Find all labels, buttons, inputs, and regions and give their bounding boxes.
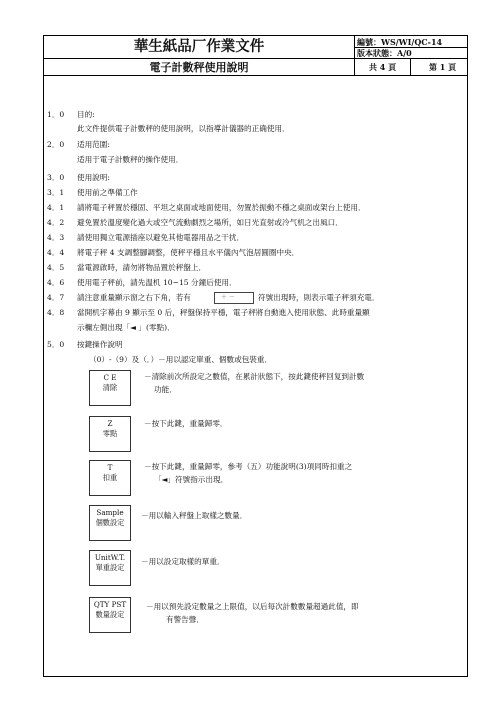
section-number: 4．8 xyxy=(47,308,65,317)
header-divider xyxy=(354,36,355,75)
section-text: 使用前之準備工作 xyxy=(77,188,138,197)
tare-key-box xyxy=(89,460,131,496)
section-text: 此文件提供電子計數秤的使用說明，以指導計儀器的正确使用． xyxy=(77,124,290,133)
sample-key-box xyxy=(89,505,131,541)
section-text: 請使用獨立電源插座以避免其他電器用品之干扰． xyxy=(77,233,245,242)
total-pages: 共 4 頁 xyxy=(369,62,397,72)
key-sublabel: 清除 xyxy=(102,383,118,392)
section-text: 請將電子秤置於穩固、平坦之桌面或地面使用，勿置於振動不穩之桌面或架台上使用． xyxy=(77,203,366,212)
section-number: 4．7 xyxy=(47,293,65,302)
section-text: 适用范圍: xyxy=(77,140,110,149)
section-text: 按鍵操作說明 xyxy=(77,340,123,349)
section-number: 3．0 xyxy=(47,173,65,182)
section-text: 适用于電子計數秤的操作使用． xyxy=(77,155,184,164)
doc-number: 編號：WS/WI/QC-14 xyxy=(357,37,443,47)
key-sublabel: 扣重 xyxy=(102,473,118,482)
section-number: 4．5 xyxy=(47,263,65,272)
battery-symbol-box xyxy=(214,292,254,304)
section-text: 將電子秤 4 支調整腳調整，使秤平穩且水平儀內气泡居圓圈中央． xyxy=(77,248,300,257)
key-sublabel: 零點 xyxy=(102,429,118,438)
key-label: Sample xyxy=(96,508,124,517)
section-text: （0）-（9）及（．）－用以認定單重、個數或包裝重． xyxy=(89,355,273,364)
clear-key-box xyxy=(89,370,131,406)
section-text: 當開机字幕由 9 顯示至 0 后，秤盤保持平穩，電子秤將自動進入使用狀態、此時重量顯 xyxy=(77,308,370,317)
key-sublabel: 數量設定 xyxy=(95,610,125,619)
key-description: －按下此鍵，重量歸零，參考（五）功能說明(3)項同時扣重之 「◄」符號指示出現． xyxy=(144,462,353,484)
section-text: 目的: xyxy=(77,110,95,119)
key-label: T xyxy=(107,463,113,472)
header-page-divider xyxy=(410,58,411,75)
section-text: 使用說明: xyxy=(77,173,110,182)
battery-symbol-text: ＋ － xyxy=(221,294,235,301)
key-label: QTY PST xyxy=(93,600,127,609)
section-number: 2．0 xyxy=(47,140,65,149)
section-text: 請注意重量顯示窗之右下角，若有 xyxy=(77,293,191,302)
section-text: 示欄左側出現「◄ 」(零點)． xyxy=(77,323,175,332)
key-label: Z xyxy=(107,419,113,428)
section-number: 3．1 xyxy=(47,188,65,197)
key-description: －清除前次所設定之數值，在累計狀態下，按此鍵使秤回复到計數 功能． xyxy=(144,372,365,394)
section-number: 4．1 xyxy=(47,203,65,212)
section-text-continued: 符號出現時，則表示電子秤須充電． xyxy=(258,293,380,302)
section-text: 避免置於溫度變化過大或空气流動劇烈之場所，如日光直射或冷气机之出風口． xyxy=(77,218,343,227)
key-sublabel: 單重設定 xyxy=(95,563,125,572)
section-number: 4．2 xyxy=(47,218,65,227)
section-number: 4．4 xyxy=(47,248,65,257)
section-text: 當電源啟時，請勿將物品置於秤盤上． xyxy=(77,263,207,272)
document-header xyxy=(43,35,468,76)
key-description: －用以設定取樣的單重． xyxy=(141,557,225,566)
key-description: －用以預先設定數量之上限值，以后每次計數數量超過此值，即 有警告聲． xyxy=(146,602,359,624)
section-text: 使用電子秤前，請先温机 10~15 分鐘后使用． xyxy=(77,278,237,287)
zero-key-box xyxy=(89,416,131,452)
key-description: －用以輸入秤盤上取樣之數量． xyxy=(141,511,248,520)
key-label: C E xyxy=(103,373,117,382)
page-number: 第 1 頁 xyxy=(429,62,457,72)
qty-preset-key-box xyxy=(89,597,131,633)
document-title: 電子計數秤使用說明 xyxy=(149,61,249,74)
key-description: －按下此鍵，重量歸零． xyxy=(144,419,228,428)
section-number: 4．6 xyxy=(47,278,65,287)
section-number: 4．3 xyxy=(47,233,65,242)
unit-weight-key-box xyxy=(89,550,131,586)
section-number: 1．0 xyxy=(47,110,65,119)
key-sublabel: 個數設定 xyxy=(95,518,125,527)
version-status: 版本狀態：A/0 xyxy=(357,48,412,58)
section-number: 5．0 xyxy=(47,340,65,349)
company-title: 華生紙品厂作業文件 xyxy=(133,39,265,55)
key-label: UnitW.T. xyxy=(94,553,126,562)
